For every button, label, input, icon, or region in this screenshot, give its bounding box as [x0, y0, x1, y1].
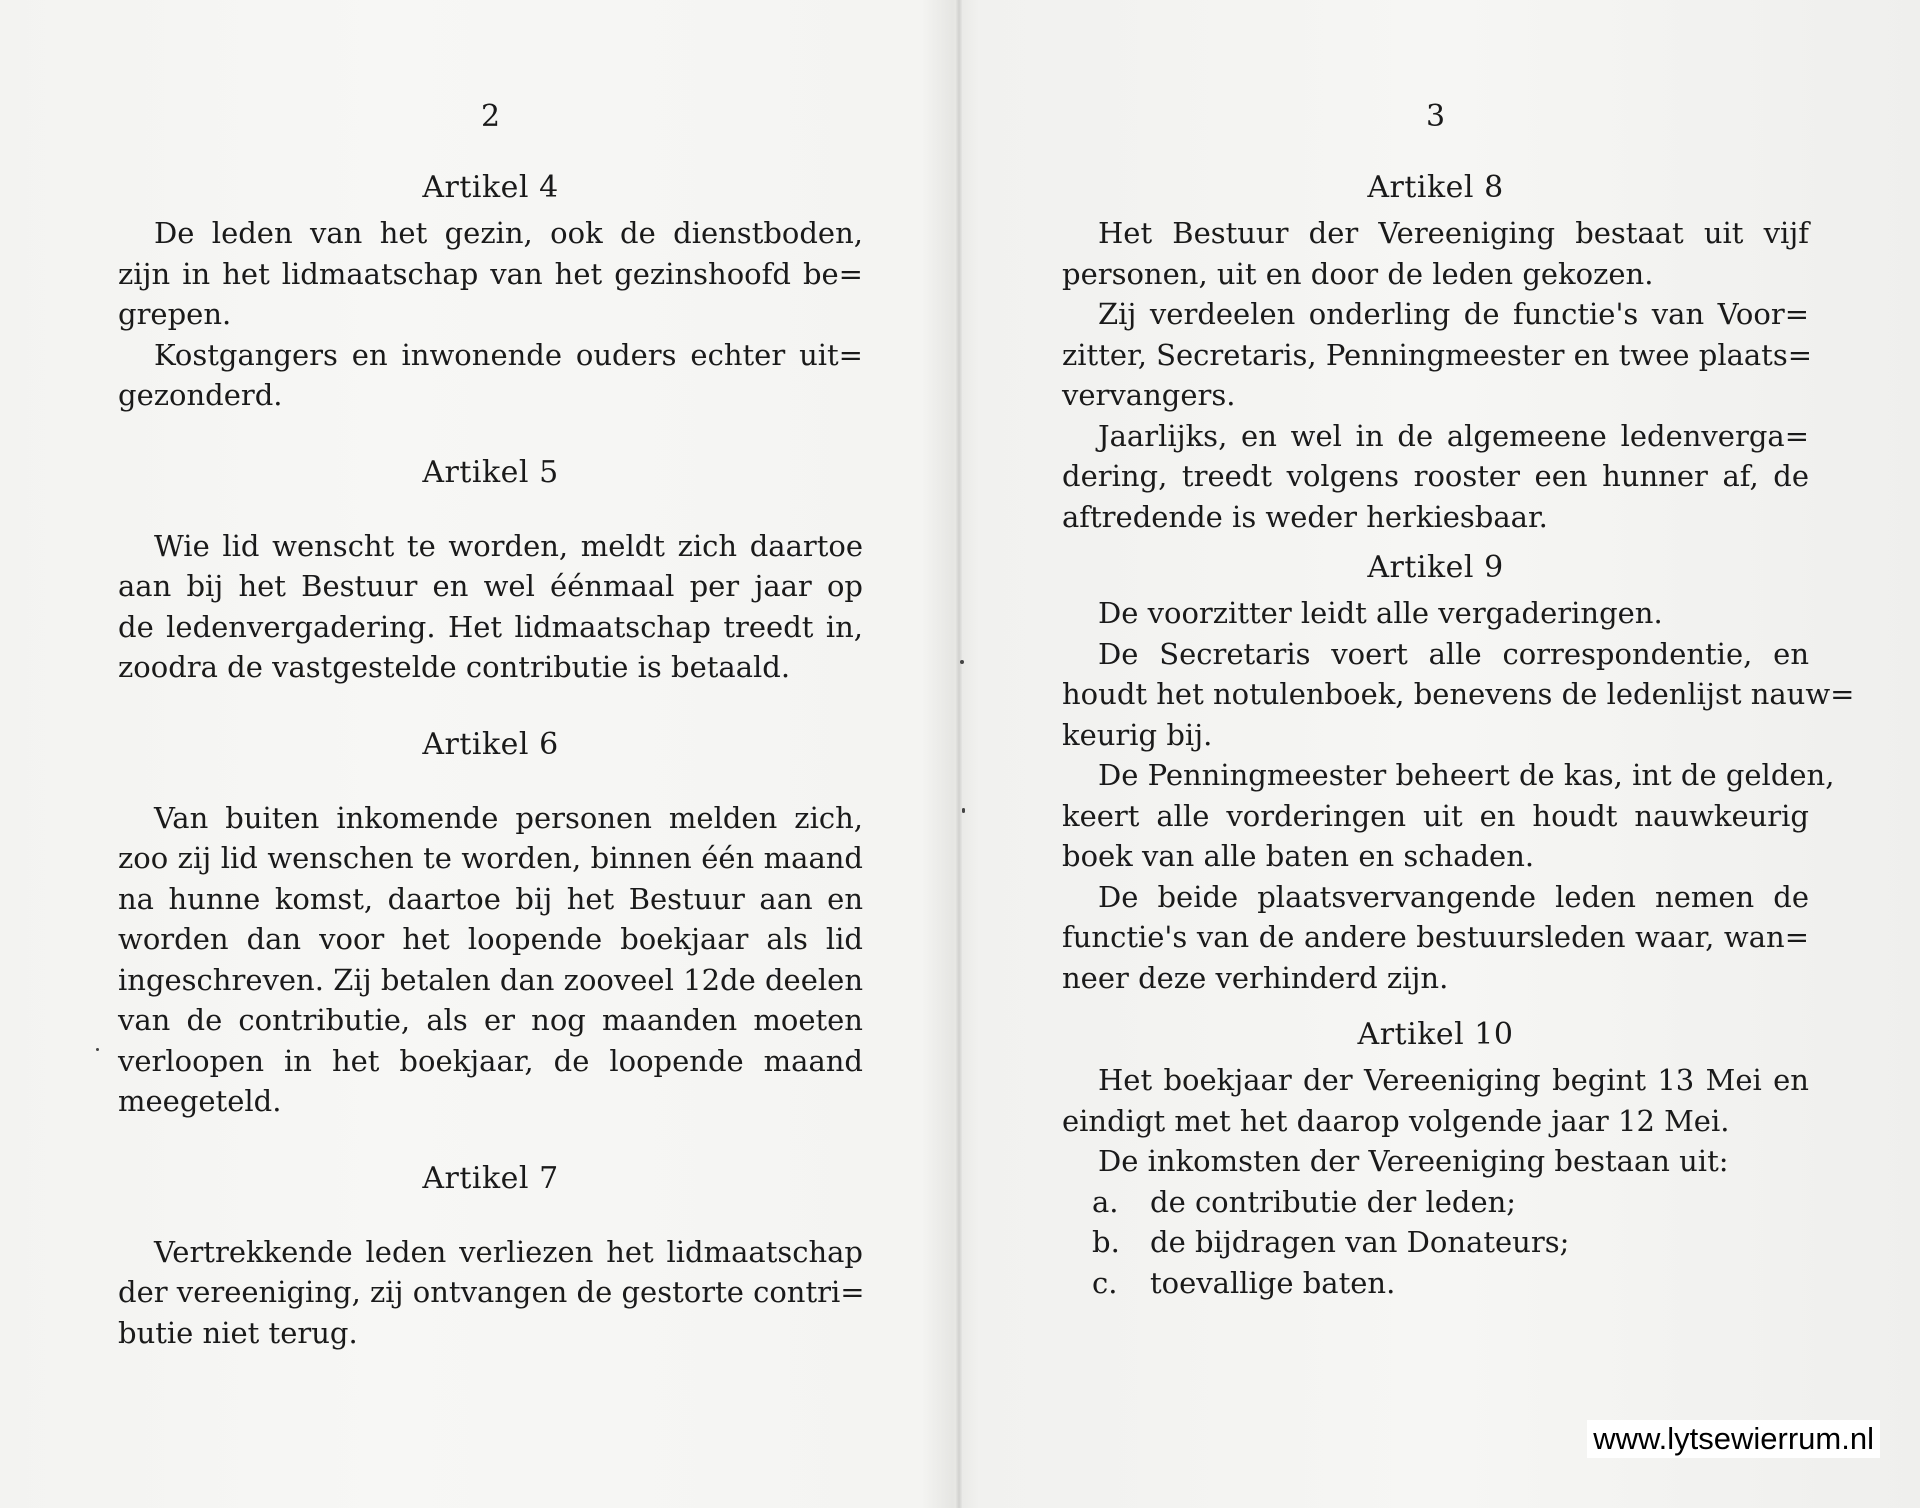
- text-line: worden dan voor het loopende boekjaar als lid: [118, 922, 863, 956]
- text-line: aftredende is weder herkiesbaar.: [1062, 499, 1548, 534]
- text-line: De Penningmeester beheert de kas, int de gelden,: [1098, 758, 1835, 792]
- article-5: [118, 452, 863, 688]
- list-marker: c.: [1092, 1265, 1118, 1300]
- left-page: [118, 95, 863, 1353]
- list-item-text: de contributie der leden;: [1150, 1184, 1517, 1219]
- text-line: boek van alle baten en schaden.: [1062, 839, 1535, 873]
- article-heading: Artikel 8: [1367, 170, 1504, 205]
- paper-speck: [96, 1048, 99, 1051]
- text-line: De Secretaris voert alle correspondentie, en: [1098, 636, 1809, 671]
- list-marker: b.: [1092, 1225, 1120, 1259]
- article-10: [1062, 1014, 1809, 1303]
- paper-speck: [962, 808, 965, 813]
- article-heading: Artikel 7: [422, 1160, 559, 1196]
- text-line: aan bij het Bestuur en wel éénmaal per jaar op: [118, 569, 863, 603]
- list-item: [1062, 1182, 1809, 1223]
- page-number: 3: [1425, 99, 1446, 134]
- text-line: grepen.: [118, 297, 232, 331]
- text-line: Van buiten inkomende personen melden zich,: [154, 800, 863, 835]
- text-line: De beide plaatsvervangende leden nemen de: [1098, 879, 1809, 914]
- article-6: [118, 724, 863, 1122]
- text-line: personen, uit en door de leden gekozen.: [1062, 256, 1654, 291]
- article-heading: Artikel 10: [1357, 1017, 1514, 1052]
- list-marker: a.: [1092, 1184, 1119, 1219]
- text-line: Jaarlijks, en wel in de algemeene ledenverga=: [1098, 418, 1809, 453]
- text-line: houdt het notulenboek, benevens de ledenlijst nauw=: [1062, 677, 1855, 711]
- text-line: Wie lid wenscht te worden, meldt zich daartoe: [154, 528, 863, 563]
- article-9: [1062, 547, 1855, 998]
- text-line: vervangers.: [1062, 378, 1236, 412]
- text-line: zoo zij lid wenschen te worden, binnen één maand: [118, 841, 863, 875]
- text-line: eindigt met het daarop volgende jaar 12 Mei.: [1062, 1103, 1730, 1138]
- text-line: ingeschreven. Zij betalen dan zooveel 12de deelen: [118, 962, 863, 997]
- text-line: Kostgangers en inwonende ouders echter uit=: [154, 337, 863, 372]
- watermark-url: www.lytsewierrum.nl: [1587, 1420, 1880, 1458]
- list-item-text: toevallige baten.: [1150, 1265, 1396, 1300]
- article-heading: Artikel 4: [422, 170, 559, 205]
- article-7: [118, 1158, 863, 1354]
- text-line: functie's van de andere bestuursleden waar, wan=: [1062, 920, 1809, 954]
- text-line: Het boekjaar der Vereeniging begint 13 Mei en: [1098, 1063, 1809, 1097]
- right-page: [1062, 95, 1855, 1303]
- page-number: 2: [480, 99, 501, 134]
- text-line: Vertrekkende leden verliezen het lidmaatschap: [154, 1234, 863, 1269]
- text-line: keert alle vorderingen uit en houdt nauwkeurig: [1062, 798, 1809, 833]
- text-line: van de contributie, als er nog maanden moeten: [118, 1003, 863, 1037]
- text-line: de ledenvergadering. Het lidmaatschap treedt in,: [118, 609, 863, 644]
- article-8: [1062, 167, 1813, 537]
- paper-speck: [960, 660, 964, 664]
- text-line: De voorzitter leidt alle vergaderingen.: [1098, 596, 1663, 630]
- text-line: butie niet terug.: [118, 1315, 358, 1350]
- article-heading: Artikel 9: [1367, 550, 1504, 585]
- text-line: zoodra de vastgestelde contributie is betaald.: [118, 650, 791, 684]
- text-line: meegeteld.: [118, 1084, 282, 1118]
- text-line: zijn in het lidmaatschap van het gezinshoofd be=: [118, 256, 863, 291]
- text-line: der vereeniging, zij ontvangen de gestorte contri=: [118, 1275, 865, 1309]
- list-item: [1062, 1222, 1809, 1263]
- list-item-text: de bijdragen van Donateurs;: [1150, 1225, 1570, 1259]
- article-4: [118, 167, 863, 416]
- text-line: Zij verdeelen onderling de functie's van Voor=: [1098, 297, 1809, 331]
- text-line: gezonderd.: [118, 378, 283, 412]
- article-heading: Artikel 6: [422, 726, 559, 762]
- text-line: De leden van het gezin, ook de dienstboden,: [154, 216, 863, 250]
- text-line: na hunne komst, daartoe bij het Bestuur aan en: [118, 881, 863, 916]
- text-line: keurig bij.: [1062, 717, 1213, 752]
- text-line: De inkomsten der Vereeniging bestaan uit:: [1098, 1144, 1729, 1178]
- text-line: dering, treedt volgens rooster een hunner af, de: [1062, 459, 1809, 493]
- text-line: Het Bestuur der Vereeniging bestaat uit vijf: [1098, 216, 1809, 250]
- article-heading: Artikel 5: [422, 454, 559, 490]
- text-line: verloopen in het boekjaar, de loopende maand: [118, 1043, 863, 1078]
- list-item: [1062, 1263, 1809, 1304]
- page-gutter: [956, 0, 962, 1508]
- text-line: neer deze verhinderd zijn.: [1062, 960, 1449, 995]
- text-line: zitter, Secretaris, Penningmeester en twee plaats=: [1062, 337, 1813, 372]
